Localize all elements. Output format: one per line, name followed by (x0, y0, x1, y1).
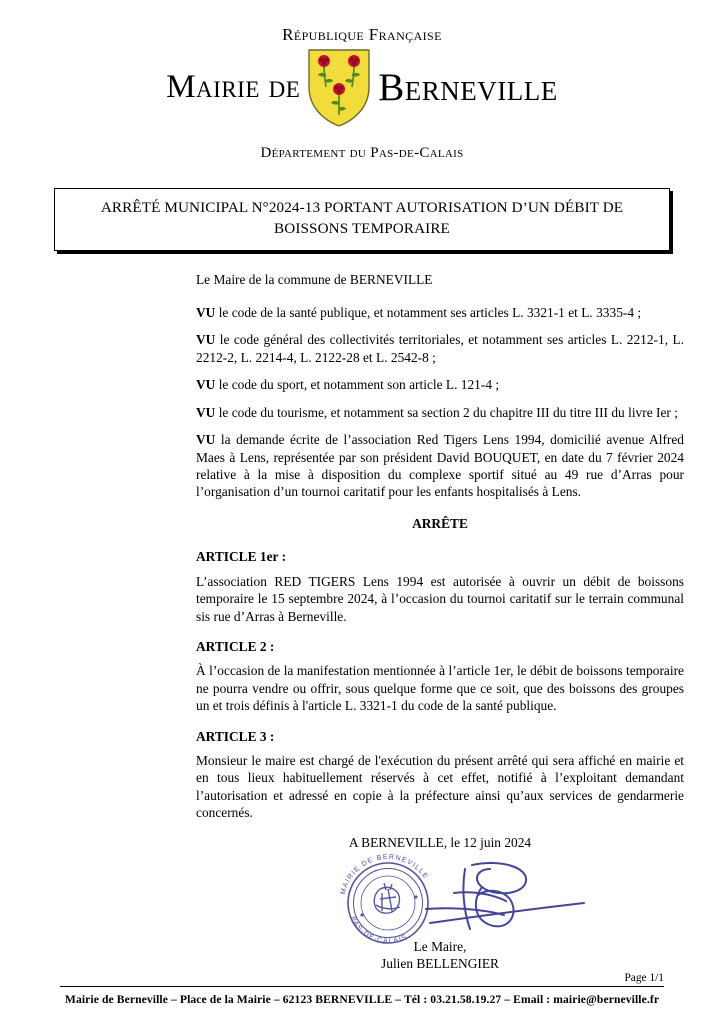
vu-label: VU (196, 377, 216, 393)
vu-clause (196, 304, 684, 321)
article-2-text: À l’occasion de la manifestation mentionnée à l’article 1er, le débit de boissons temporaire ne pourra vendre ou offrir, sous quelque forme que ce soit, que des boissons des groupes un et trois définis à l'article L. 3321-1 du code de la santé publique. (196, 663, 684, 714)
footer-divider (60, 986, 664, 987)
svg-text:PAS-DE-CALAIS: PAS-DE-CALAIS (348, 915, 409, 945)
arrete-heading: ARRÊTE (412, 515, 468, 531)
signature-date-line: A BERNEVILLE, le 12 juin 2024 (348, 834, 532, 850)
stamp-and-signature-area (196, 853, 684, 945)
document-footer (0, 972, 724, 1006)
vu-clause-text: le code de la santé publique, et notamment ses articles L. 3321-1 et L. 3335-4 ; (215, 305, 642, 321)
vu-clause (196, 404, 684, 421)
signature-title-line: Le Maire, (413, 938, 467, 954)
article-3-heading: ARTICLE 3 : (196, 728, 275, 744)
vu-clause-text: la demande écrite de l’association Red Tigers Lens 1994, domicilié avenue Alfred Maes à Lens, représentée par son président David BOUQUET, en date du 7 février 2024 relative à la mise à disposition du complexe sportif situé au 49 rue d’Arras pour l’organisation d’un tournoi caritatif pour les enfants hospitalisés à Lens. (196, 432, 684, 500)
signature-name-line: Julien BELLENGIER (381, 955, 499, 971)
vu-label: VU (196, 404, 216, 420)
document-body (196, 251, 684, 822)
page-number: Page 1/1 (624, 972, 664, 984)
coat-of-arms-icon (306, 47, 372, 129)
vu-clause (196, 331, 684, 366)
republic-title: République Française (282, 25, 442, 44)
signature-block (196, 835, 684, 973)
vu-label: VU (196, 305, 216, 321)
official-stamp-and-signature-icon (322, 853, 612, 945)
mairie-prefix-label: Mairie de (166, 69, 301, 106)
vu-clause-text: le code général des collectivités territoriales, et notamment ses articles L. 2212-1, L. 2212-2, L. 2214-4, L. 2122-28 et L. 2542-8 ; (196, 332, 684, 365)
article-1-text: L’association RED TIGERS Lens 1994 est autorisée à ouvrir un débit de boissons temporaire le 15 septembre 2024, à l’occasion du tournoi caritatif sur le terrain communal sis rue d’Arras à Berneville. (196, 573, 684, 624)
intro-line: Le Maire de la commune de BERNEVILLE (196, 271, 433, 287)
vu-clause (196, 376, 684, 393)
departement-label: Département du Pas-de-Calais (260, 144, 464, 161)
arrete-title-text: ARRÊTÉ MUNICIPAL N°2024-13 PORTANT AUTORISATION D’UN DÉBIT DE BOISSONS TEMPORAIRE (100, 198, 624, 237)
mairie-title-row (0, 47, 724, 129)
vu-clause-text: le code du tourisme, et notamment sa section 2 du chapitre III du titre III du livre Ier ; (215, 404, 678, 420)
vu-clause (196, 431, 684, 501)
commune-name-label: Berneville (378, 66, 558, 110)
svg-text:MAIRIE DE BERNEVILLE: MAIRIE DE BERNEVILLE (339, 853, 430, 896)
footer-contact-line: Mairie de Berneville – Place de la Mairie – 62123 BERNEVILLE – Tél : 03.21.58.19.27 – Email : mairie@berneville.fr (64, 993, 660, 1006)
vu-label: VU (196, 432, 216, 448)
document-header (0, 0, 724, 162)
article-1-heading: ARTICLE 1er : (196, 549, 287, 565)
article-3-text: Monsieur le maire est chargé de l'exécution du présent arrêté qui sera affiché en mairie et en tous lieux habituellement réservés à cet effet, notifié à l’exploitant demandant l’autorisation et adressé en copie à la préfecture ainsi qu’aux services de gendarmerie concernés. (196, 753, 684, 821)
arrete-title-box (54, 188, 670, 251)
arrete-title-box-wrapper (54, 188, 670, 251)
article-2-heading: ARTICLE 2 : (196, 638, 275, 654)
vu-clause-text: le code du sport, et notamment son article L. 121-4 ; (215, 377, 500, 393)
vu-label: VU (196, 332, 216, 348)
